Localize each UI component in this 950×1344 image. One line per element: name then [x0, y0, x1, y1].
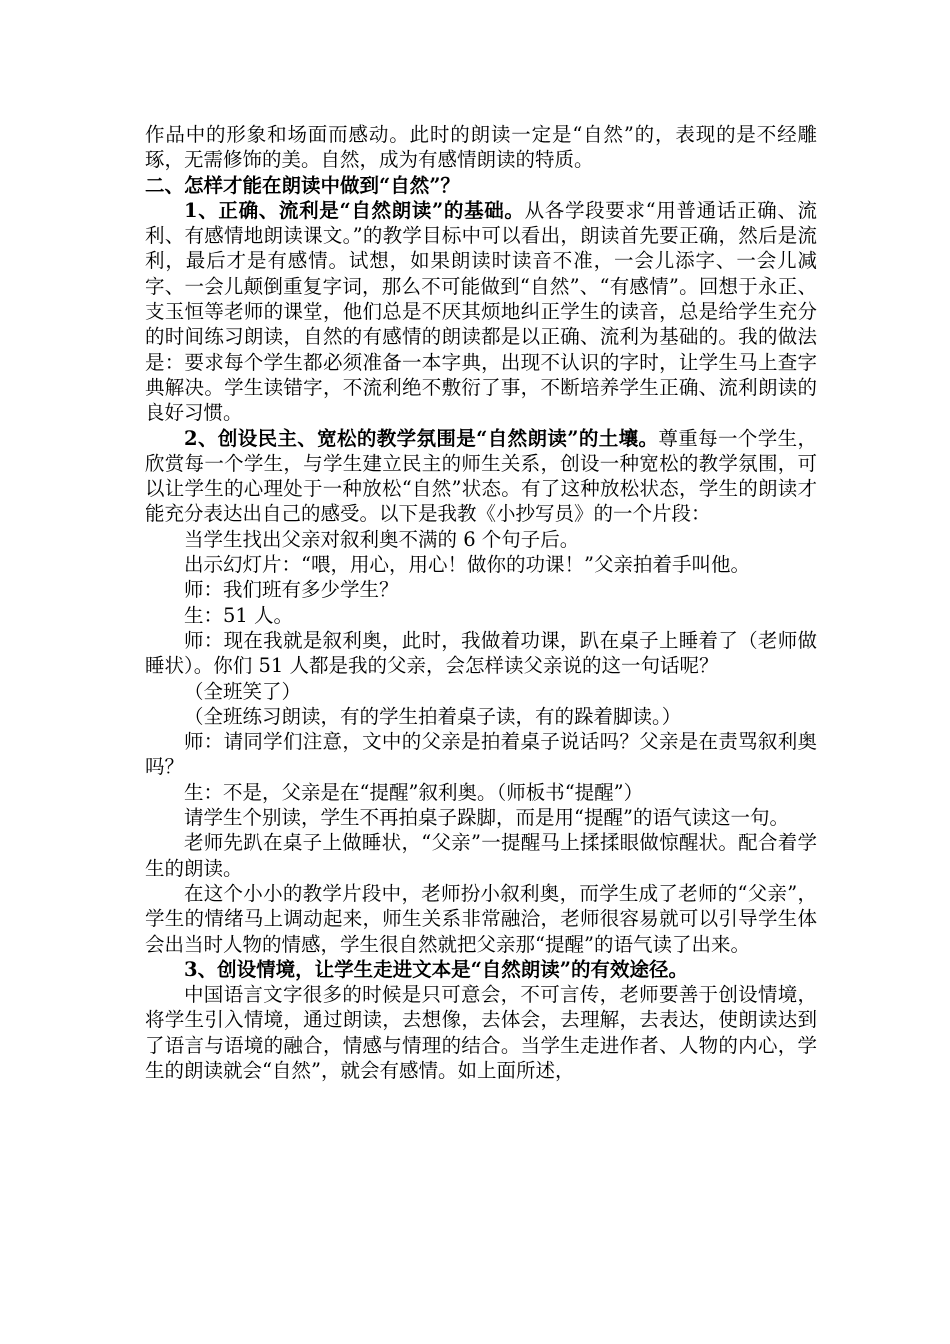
dialogue-line: （全班笑了） [184, 679, 302, 703]
dialogue-line: 师：我们班有多少学生？ [184, 578, 399, 602]
intro-paragraph: 作品中的形象和场面而感动。此时的朗读一定是“自然”的，表现的是不经雕琢，无需修饰的美。自然，成为有感情朗读的特质。 [145, 123, 817, 172]
section-heading: 二、怎样才能在朗读中做到“自然”？ [145, 173, 460, 197]
dialogue-line: 在这个小小的教学片段中，老师扮小叙利奥，而学生成了老师的“父亲”，学生的情绪马上调动起来，师生关系非常融洽，老师很容易就可以引导学生体会出当时人物的情感，学生很自然就把父亲那“提醒”的语气读了出来。 [145, 881, 817, 956]
dialogue-line: 师：现在我就是叙利奥，此时，我做着功课，趴在桌子上睡着了（老师做睡状）。你们 51 人都是我的父亲，会怎样读父亲说的这一句话呢？ [145, 628, 817, 678]
dialogue-line: 请学生个别读，学生不再拍桌子跺脚，而是用“提醒”的语气读这一句。 [184, 806, 789, 830]
point1-title: 1、正确、流利是“自然朗读”的基础。 [184, 198, 525, 222]
dialogue-line: 出示幻灯片：“喂，用心，用心！做你的功课！”父亲拍着手叫他。 [184, 553, 750, 577]
point2-body: 尊重每一个学生，欣赏每一个学生，与学生建立民主的师生关系，创设一种宽松的教学氛围，可以让学生的心理处于一种放松“自然”状态。有了这种放松状态，学生的朗读才能充分表达出自己的感受。以下是我教《小抄写员》的一个片段： [145, 426, 817, 526]
dialogue-line: 老师先趴在桌子上做睡状，“父亲”一提醒马上揉揉眼做惊醒状。配合着学生的朗读。 [145, 831, 817, 880]
dialogue-line: 生：51 人。 [184, 603, 294, 627]
point2-title: 2、创设民主、宽松的教学氛围是“自然朗读”的土壤。 [184, 426, 659, 450]
point1-body: 从各学段要求“用普通话正确、流利、有感情地朗读课文。”的教学目标中可以看出，朗读首先要正确，然后是流利，最后才是有感情。试想，如果朗读时读音不准，一会儿添字、一会儿减字、一会儿颠倒重复字词，那么不可能做到“自然”、“有感情”。回想于永正、支玉恒等老师的课堂，他们总是不厌其烦地纠正学生的读音，总是给学生充分的时间练习朗读，自然的有感情的朗读都是以正确、流利为基础的。我的做法是：要求每个学生都必须准备一本字典，出现不认识的字时，让学生马上查字典解决。学生读错字，不流利绝不敷衍了事，不断培养学生正确、流利朗读的良好习惯。 [145, 198, 817, 425]
dialogue-line: 师：请同学们注意，文中的父亲是拍着桌子说话吗？父亲是在责骂叙利奥吗？ [145, 730, 817, 779]
point3-body: 中国语言文字很多的时候是只可意会，不可言传，老师要善于创设情境，将学生引入情境，通过朗读，去想像，去体会，去理解，去表达，使朗读达到了语言与语境的融合，情感与情理的结合。当学生走进作者、人物的内心，学生的朗读就会“自然”，就会有感情。如上面所述， [145, 983, 817, 1082]
dialogue-line: 当学生找出父亲对叙利奥不满的 6 个句子后。 [184, 527, 580, 551]
point1-paragraph [145, 198, 817, 426]
dialogue-line: 生：不是，父亲是在“提醒”叙利奥。（师板书“提醒”） [184, 780, 644, 804]
point3-title: 3、创设情境，让学生走进文本是“自然朗读”的有效途径。 [184, 957, 689, 981]
document-page [145, 122, 817, 1083]
dialogue-line: （全班练习朗读，有的学生拍着桌子读，有的跺着脚读。） [184, 704, 682, 728]
point2-paragraph [145, 426, 817, 527]
